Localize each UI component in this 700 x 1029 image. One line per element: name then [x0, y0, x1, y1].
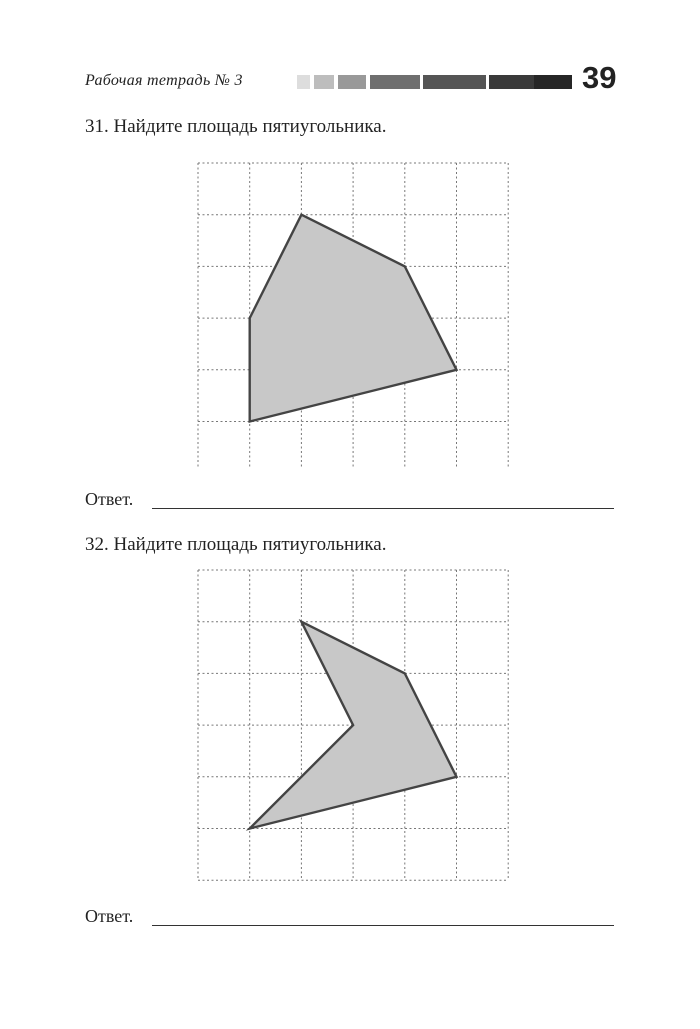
answer-line[interactable]	[152, 925, 614, 926]
header-bar-segment	[297, 75, 310, 89]
task-text: Найдите площадь пятиугольника.	[113, 534, 387, 555]
task-text: Найдите площадь пятиугольника.	[113, 116, 387, 137]
page-number: 39	[582, 60, 617, 95]
header-bar-segment	[314, 75, 334, 89]
task-title	[85, 116, 387, 138]
header-bar-segment	[370, 75, 420, 89]
answer-label: Ответ.	[85, 906, 134, 926]
header-bar-segment	[423, 75, 486, 89]
header-bar-segment	[489, 75, 534, 89]
answer-label: Ответ.	[85, 489, 134, 509]
header-bar-segment	[338, 75, 366, 89]
task-number: 32.	[85, 534, 109, 555]
answer-line[interactable]	[152, 508, 614, 509]
header-bar-segment	[534, 75, 572, 89]
workbook-title: Рабочая тетрадь № 3	[85, 72, 243, 89]
task-grid-figure	[190, 563, 514, 885]
task-grid-figure	[190, 156, 514, 468]
pentagon-shape	[250, 215, 457, 422]
task-number: 31.	[85, 116, 109, 137]
task-title	[85, 534, 387, 556]
